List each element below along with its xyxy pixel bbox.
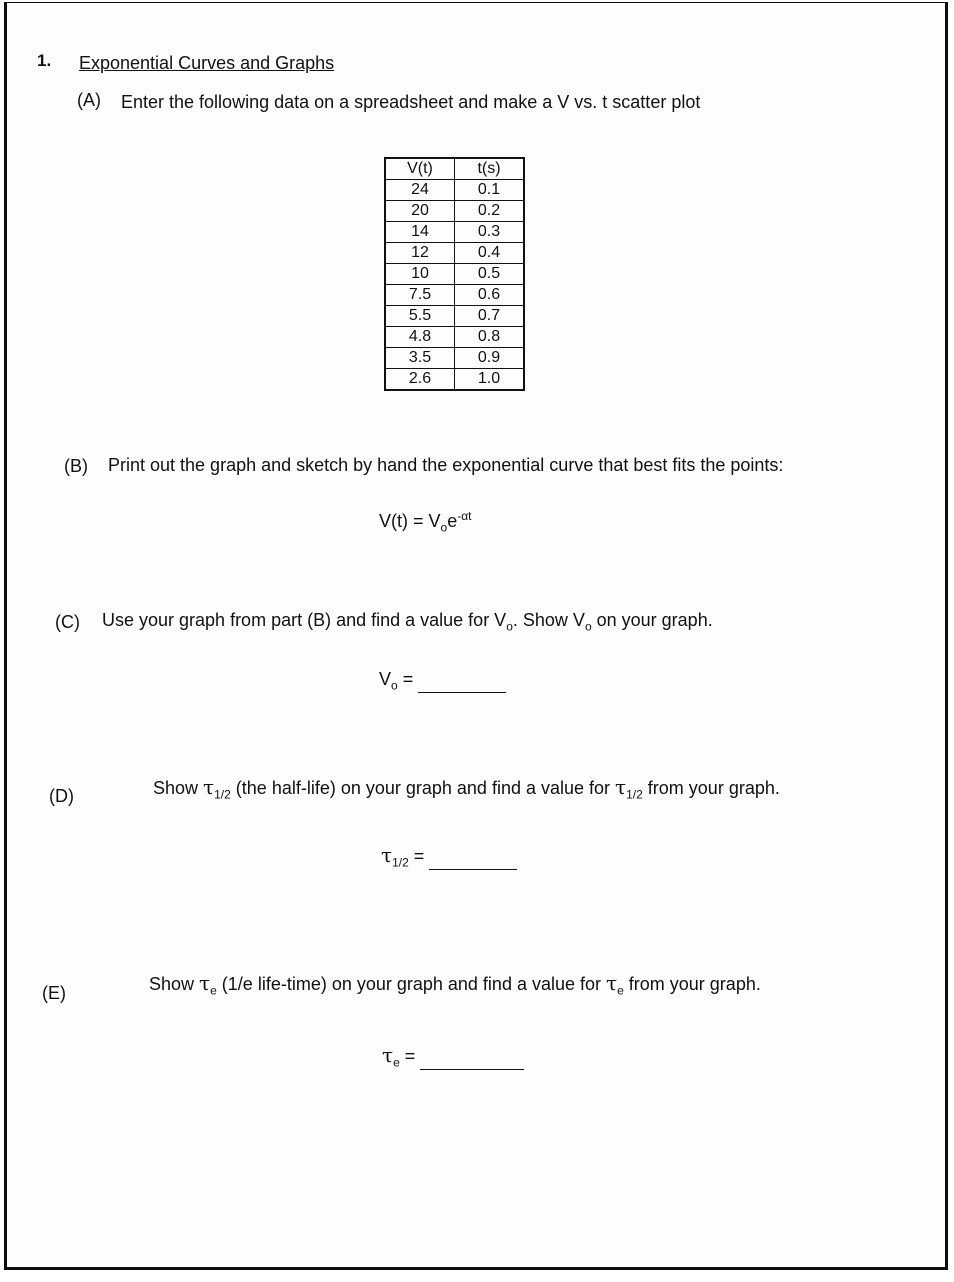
- question-title: Exponential Curves and Graphs: [79, 53, 335, 73]
- cell-voltage: 14: [385, 222, 455, 243]
- cell-voltage: 4.8: [385, 327, 455, 348]
- cell-time: 0.7: [455, 306, 525, 327]
- part-d-label: (D): [49, 786, 74, 806]
- table-row: [385, 264, 524, 285]
- table-row: [385, 180, 524, 201]
- question-number: 1.: [37, 51, 52, 70]
- lifetime-answer: $\tau_e$ =: [382, 1043, 524, 1070]
- header-t: t(s): [455, 158, 525, 180]
- cell-voltage: 20: [385, 201, 455, 222]
- part-a-text: Enter the following data on a spreadsheet and make a V vs. t scatter plot: [121, 92, 701, 112]
- vo-answer: $V_o$ =: [379, 669, 506, 693]
- half-life-answer: $\tau_{1/2}$ =: [381, 843, 517, 870]
- table-row: [385, 369, 524, 391]
- tau-symbol: τ: [615, 775, 627, 799]
- cell-time: 0.5: [455, 264, 525, 285]
- part-b-label: (B): [64, 456, 88, 476]
- tau-symbol: τ: [606, 971, 618, 995]
- cell-time: 0.9: [455, 348, 525, 369]
- cell-time: 0.2: [455, 201, 525, 222]
- part-b-text: Print out the graph and sketch by hand the exponential curve that best fits the points:: [108, 455, 784, 475]
- table-row: [385, 243, 524, 264]
- cell-time: 0.1: [455, 180, 525, 201]
- table-row: [385, 201, 524, 222]
- data-table: [384, 157, 525, 391]
- cell-time: 0.8: [455, 327, 525, 348]
- exponential-formula: [379, 509, 472, 535]
- table-row: [385, 327, 524, 348]
- part-e-text: Show $\tau_e$ (1/e life-time) on your graph and find a value for $\tau_e$ from your graph.: [149, 971, 761, 998]
- part-c-label: (C): [55, 612, 80, 632]
- worksheet-page: [4, 2, 948, 1270]
- part-e-label: (E): [42, 983, 66, 1003]
- cell-voltage: 7.5: [385, 285, 455, 306]
- lifetime-answer-blank[interactable]: [420, 1053, 524, 1070]
- cell-time: 0.3: [455, 222, 525, 243]
- table-row: [385, 222, 524, 243]
- cell-time: 0.4: [455, 243, 525, 264]
- formula-exponent: -αt: [457, 509, 472, 523]
- formula-e: e: [447, 511, 458, 531]
- table-header-row: [385, 158, 524, 180]
- formula-sub: o: [440, 520, 448, 535]
- cell-voltage: 5.5: [385, 306, 455, 327]
- table-row: [385, 348, 524, 369]
- cell-time: 0.6: [455, 285, 525, 306]
- table-row: [385, 306, 524, 327]
- cell-voltage: 2.6: [385, 369, 455, 391]
- cell-voltage: 3.5: [385, 348, 455, 369]
- formula-lhs: V(t) = V: [379, 511, 441, 531]
- part-a-label: (A): [77, 90, 101, 110]
- part-d-text: Show $\tau_{1/2}$ (the half-life) on your graph and find a value for $\tau_{1/2}$ from your graph.: [153, 775, 780, 802]
- cell-time: 1.0: [455, 369, 525, 391]
- tau-symbol: τ: [199, 971, 211, 995]
- cell-voltage: 12: [385, 243, 455, 264]
- half-life-answer-blank[interactable]: [429, 853, 517, 870]
- cell-voltage: 10: [385, 264, 455, 285]
- header-v: V(t): [385, 158, 455, 180]
- part-c-text: Use your graph from part (B) and find a value for $V_o$. Show $V_o$ on your graph.: [102, 610, 713, 634]
- table-row: [385, 285, 524, 306]
- vo-answer-blank[interactable]: [418, 676, 506, 693]
- cell-voltage: 24: [385, 180, 455, 201]
- tau-symbol: τ: [203, 775, 215, 799]
